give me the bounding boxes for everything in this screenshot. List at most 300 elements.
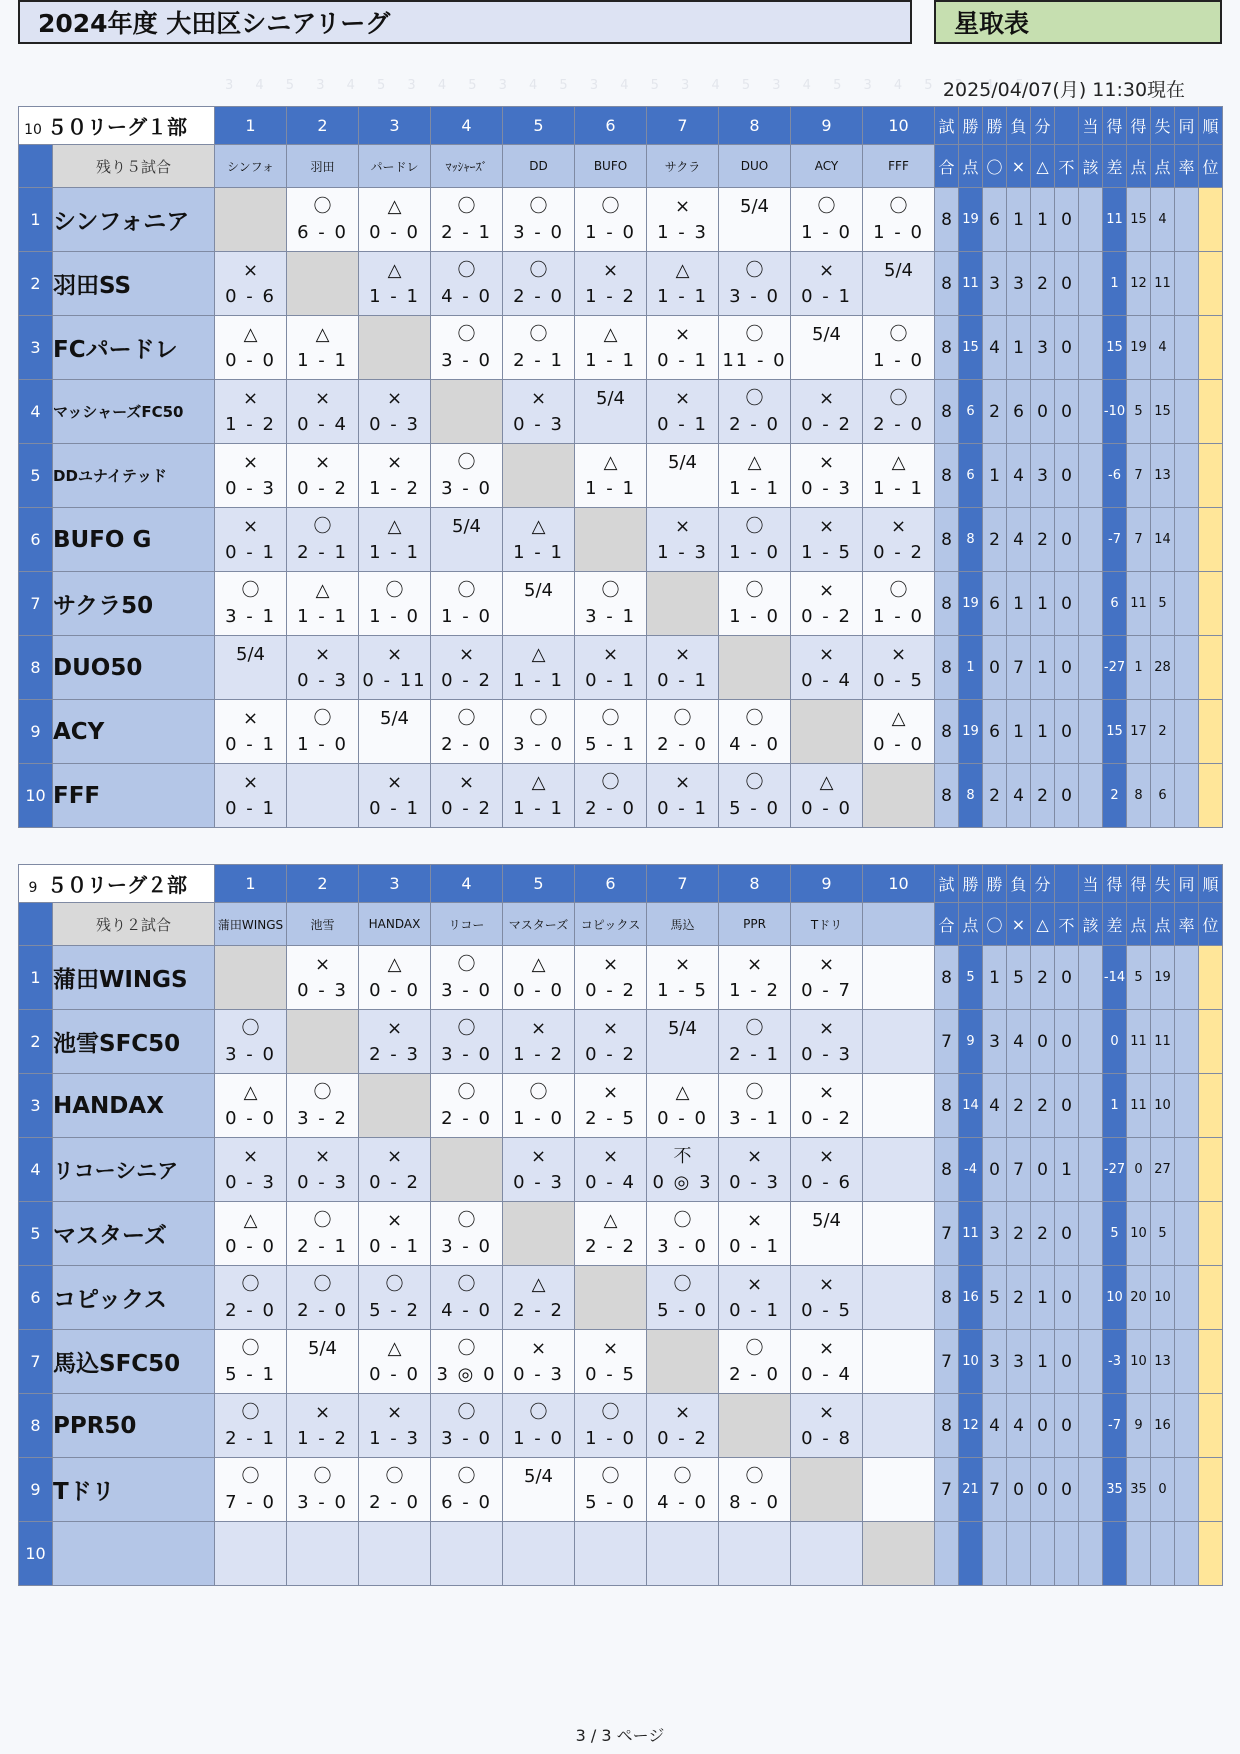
match-result-cell — [215, 380, 287, 444]
stat-value — [1079, 1522, 1103, 1586]
stat-value: 8 — [959, 508, 983, 572]
stat-value: 1 — [1103, 1074, 1127, 1138]
match-result-cell — [575, 1138, 647, 1202]
match-score: 3 ◎ 0 — [436, 1363, 497, 1385]
match-score: 0 - 3 — [513, 1363, 564, 1385]
match-result-cell — [863, 1010, 935, 1074]
stat-value: 10 — [1151, 1074, 1175, 1138]
match-score: 2 - 0 — [297, 1299, 348, 1321]
stat-value — [935, 1522, 959, 1586]
row-number: 1 — [19, 188, 53, 252]
stat-value: 4 — [1007, 444, 1031, 508]
match-score: 1 - 5 — [657, 979, 708, 1001]
match-result-cell — [575, 1202, 647, 1266]
stat-value — [1199, 1138, 1223, 1202]
match-score — [791, 732, 862, 758]
match-score — [647, 1362, 718, 1388]
column-number: 6 — [575, 865, 647, 903]
team-row — [19, 764, 1223, 828]
match-result-cell — [287, 188, 359, 252]
result-mark: × — [674, 643, 691, 665]
stat-value: 4 — [1007, 1010, 1031, 1074]
stat-value — [983, 1522, 1007, 1586]
match-score: 0 - 1 — [225, 733, 276, 755]
stat-value: 0 — [1031, 1394, 1055, 1458]
match-score: 5 - 1 — [585, 733, 636, 755]
stat-header-top: 順 — [1199, 107, 1223, 145]
column-number: 3 — [359, 865, 431, 903]
stat-header-top: 勝 — [983, 865, 1007, 903]
result-mark: 〇 — [745, 259, 764, 281]
match-result-cell — [503, 316, 575, 380]
team-row — [19, 1074, 1223, 1138]
stat-value: 0 — [1031, 380, 1055, 444]
stat-value: 15 — [1103, 700, 1127, 764]
match-result-cell — [791, 1266, 863, 1330]
match-result-cell — [863, 1458, 935, 1522]
match-score — [863, 284, 934, 310]
result-mark: 5/4 — [524, 1465, 553, 1487]
stat-value — [1199, 444, 1223, 508]
match-score: 0 - 0 — [225, 1107, 276, 1129]
stat-value — [1175, 946, 1199, 1010]
team-name: 羽田SS — [53, 252, 215, 316]
match-score: 0 - 11 — [362, 669, 427, 691]
result-mark — [215, 194, 286, 220]
match-score — [215, 668, 286, 694]
stat-value — [1079, 188, 1103, 252]
match-score: 3 - 2 — [297, 1107, 348, 1129]
opponent-short-name: 馬込 — [647, 903, 719, 946]
match-score: 0 - 3 — [297, 669, 348, 691]
match-score: 1 - 5 — [801, 541, 852, 563]
match-result-cell — [647, 380, 719, 444]
stat-value — [1079, 700, 1103, 764]
match-result-cell — [431, 1266, 503, 1330]
match-score: 3 - 1 — [225, 605, 276, 627]
match-result-cell — [431, 444, 503, 508]
match-score — [503, 1554, 574, 1580]
stat-value: 17 — [1127, 700, 1151, 764]
match-score — [647, 1554, 718, 1580]
result-mark: 〇 — [745, 1017, 764, 1039]
match-result-cell — [503, 1138, 575, 1202]
stat-value: 1 — [983, 444, 1007, 508]
match-score: 3 - 0 — [657, 1235, 708, 1257]
result-mark: 〇 — [745, 387, 764, 409]
self-match-cell — [287, 1010, 359, 1074]
stat-value: 5 — [959, 946, 983, 1010]
stat-value: 7 — [1127, 508, 1151, 572]
team-row — [19, 380, 1223, 444]
match-result-cell — [719, 444, 791, 508]
stat-value: 1 — [959, 636, 983, 700]
match-result-cell — [287, 572, 359, 636]
result-mark: × — [818, 1081, 835, 1103]
result-mark: △ — [387, 1337, 402, 1359]
result-mark: 〇 — [385, 1465, 404, 1487]
match-score: 3 - 0 — [441, 1043, 492, 1065]
stat-header-top: 同 — [1175, 865, 1199, 903]
result-mark: 〇 — [601, 579, 620, 601]
stat-value — [1103, 1522, 1127, 1586]
match-result-cell — [863, 1074, 935, 1138]
result-mark — [863, 1208, 934, 1234]
stat-value: 1 — [1031, 572, 1055, 636]
match-result-cell — [215, 1330, 287, 1394]
team-row — [19, 316, 1223, 380]
result-mark — [719, 1400, 790, 1426]
column-number: 9 — [791, 865, 863, 903]
stat-value — [1199, 380, 1223, 444]
stat-header-top: 得 — [1127, 865, 1151, 903]
match-result-cell — [215, 572, 287, 636]
stat-header-bottom: 不 — [1055, 903, 1079, 946]
match-score: 1 - 1 — [513, 797, 564, 819]
result-mark: × — [314, 1145, 331, 1167]
stat-value: -7 — [1103, 1394, 1127, 1458]
result-mark: △ — [531, 515, 546, 537]
result-mark: × — [386, 387, 403, 409]
result-mark: △ — [603, 323, 618, 345]
stat-value — [1079, 1458, 1103, 1522]
match-result-cell — [791, 508, 863, 572]
result-mark — [863, 1336, 934, 1362]
match-score — [503, 1234, 574, 1260]
result-mark: 〇 — [601, 195, 620, 217]
match-score: 2 - 0 — [441, 733, 492, 755]
stat-value: 15 — [1103, 316, 1127, 380]
result-mark — [503, 450, 574, 476]
match-score — [863, 1106, 934, 1132]
stat-value: -27 — [1103, 636, 1127, 700]
stat-value — [1175, 1330, 1199, 1394]
match-score: 0 - 8 — [801, 1427, 852, 1449]
stat-value — [1079, 1330, 1103, 1394]
match-score: 2 - 0 — [729, 413, 780, 435]
result-mark: × — [818, 1401, 835, 1423]
match-score: 4 - 0 — [657, 1491, 708, 1513]
result-mark: × — [746, 1209, 763, 1231]
stat-value: 2 — [1151, 700, 1175, 764]
match-result-cell — [431, 1394, 503, 1458]
stat-value: 0 — [1031, 1138, 1055, 1202]
stat-value: 3 — [1007, 1330, 1031, 1394]
stat-value: 2 — [983, 764, 1007, 828]
league-table-2 — [18, 864, 1222, 1586]
stat-value: 13 — [1151, 1330, 1175, 1394]
match-score: 3 - 0 — [441, 1235, 492, 1257]
stat-value: 28 — [1151, 636, 1175, 700]
stat-value: 3 — [983, 1202, 1007, 1266]
stat-header-top: 勝 — [983, 107, 1007, 145]
stat-header-bottom: △ — [1031, 903, 1055, 946]
match-result-cell — [647, 700, 719, 764]
match-result-cell — [503, 1394, 575, 1458]
match-result-cell — [287, 1074, 359, 1138]
result-mark — [575, 1272, 646, 1298]
match-result-cell — [647, 1202, 719, 1266]
stat-header-top: 当 — [1079, 107, 1103, 145]
row-number: 6 — [19, 508, 53, 572]
result-mark: × — [746, 953, 763, 975]
stat-value: -14 — [1103, 946, 1127, 1010]
self-match-cell — [791, 700, 863, 764]
result-mark: 〇 — [457, 953, 476, 975]
match-score: 0 - 0 — [369, 979, 420, 1001]
stat-value: 3 — [1007, 252, 1031, 316]
row-number: 10 — [19, 1522, 53, 1586]
match-score: 1 - 1 — [369, 541, 420, 563]
league-name — [19, 107, 215, 145]
match-result-cell — [863, 316, 935, 380]
stat-header-top — [1055, 865, 1079, 903]
match-score: 1 - 2 — [369, 477, 420, 499]
match-result-cell — [791, 1394, 863, 1458]
result-mark: 〇 — [457, 323, 476, 345]
match-score: 3 - 1 — [585, 605, 636, 627]
opponent-short-name: BUFO — [575, 145, 647, 188]
stat-header-bottom: 率 — [1175, 145, 1199, 188]
match-score — [287, 1554, 358, 1580]
league-title: ５０リーグ２部 — [47, 873, 187, 897]
stat-value: 8 — [935, 1394, 959, 1458]
result-mark: 〇 — [313, 707, 332, 729]
match-score: 2 - 2 — [585, 1235, 636, 1257]
match-score: 0 - 2 — [801, 1107, 852, 1129]
result-mark: 〇 — [673, 1273, 692, 1295]
stat-header-top: 分 — [1031, 865, 1055, 903]
result-mark: 〇 — [601, 1401, 620, 1423]
match-score: 1 - 0 — [297, 733, 348, 755]
match-score: 0 - 2 — [801, 605, 852, 627]
match-score: 0 - 7 — [801, 979, 852, 1001]
stat-header-bottom: 位 — [1199, 145, 1223, 188]
result-mark: × — [818, 515, 835, 537]
stat-value — [1175, 508, 1199, 572]
match-score: 3 - 0 — [441, 979, 492, 1001]
match-result-cell — [215, 764, 287, 828]
result-mark — [431, 386, 502, 412]
match-result-cell — [719, 1202, 791, 1266]
match-score: 0 ◎ 3 — [652, 1171, 713, 1193]
stat-value: 6 — [983, 572, 1007, 636]
result-mark: × — [674, 1401, 691, 1423]
match-result-cell — [431, 764, 503, 828]
row-number: 9 — [19, 700, 53, 764]
match-score: 1 - 0 — [441, 605, 492, 627]
match-score: 1 - 0 — [729, 541, 780, 563]
stat-value: 12 — [959, 1394, 983, 1458]
result-mark: × — [386, 1145, 403, 1167]
match-result-cell — [215, 508, 287, 572]
match-result-cell — [287, 316, 359, 380]
result-mark: × — [818, 451, 835, 473]
result-mark: 〇 — [457, 1209, 476, 1231]
stat-value: 4 — [1007, 764, 1031, 828]
match-score — [287, 1362, 358, 1388]
stat-value — [1079, 636, 1103, 700]
result-mark: × — [242, 707, 259, 729]
team-name: HANDAX — [53, 1074, 215, 1138]
match-score: 2 - 3 — [369, 1043, 420, 1065]
result-mark: × — [386, 643, 403, 665]
match-score: 0 - 1 — [657, 669, 708, 691]
result-mark: × — [314, 387, 331, 409]
stat-header-bottom: 点 — [959, 903, 983, 946]
match-result-cell — [359, 1010, 431, 1074]
result-mark: × — [386, 1209, 403, 1231]
column-number: 2 — [287, 865, 359, 903]
result-mark: × — [818, 259, 835, 281]
stat-value: 4 — [983, 1394, 1007, 1458]
self-match-cell — [503, 1202, 575, 1266]
stat-value — [1079, 572, 1103, 636]
league-table-1 — [18, 106, 1222, 828]
opponent-short-name: ﾏｯｼｬｰｽﾞ — [431, 145, 503, 188]
self-match-cell — [575, 1266, 647, 1330]
opponent-short-name: リコー — [431, 903, 503, 946]
stat-value: 14 — [1151, 508, 1175, 572]
result-mark: 〇 — [673, 707, 692, 729]
match-score: 1 - 0 — [873, 349, 924, 371]
stat-value — [959, 1522, 983, 1586]
opponent-short-name: 池雪 — [287, 903, 359, 946]
opponent-short-name: Tドリ — [791, 903, 863, 946]
team-row — [19, 636, 1223, 700]
match-score: 3 - 0 — [513, 221, 564, 243]
stat-value: 0 — [1055, 572, 1079, 636]
stat-value — [1175, 1522, 1199, 1586]
stat-value: 1 — [1031, 700, 1055, 764]
result-mark — [503, 1528, 574, 1554]
match-score: 0 - 0 — [225, 1235, 276, 1257]
result-mark: 5/4 — [812, 323, 841, 345]
result-mark: × — [530, 387, 547, 409]
result-mark: × — [386, 451, 403, 473]
match-score: 3 - 0 — [441, 349, 492, 371]
stat-value: 3 — [983, 1330, 1007, 1394]
result-mark: × — [818, 1337, 835, 1359]
match-score — [791, 1490, 862, 1516]
result-mark: × — [818, 1017, 835, 1039]
result-mark — [863, 952, 934, 978]
stat-value: 35 — [1103, 1458, 1127, 1522]
stat-value — [1175, 188, 1199, 252]
stat-value: 8 — [935, 444, 959, 508]
match-result-cell — [791, 636, 863, 700]
row-number: 3 — [19, 316, 53, 380]
result-mark: △ — [387, 195, 402, 217]
team-name: リコーシニア — [53, 1138, 215, 1202]
stat-value: 7 — [983, 1458, 1007, 1522]
match-score — [359, 1554, 430, 1580]
stat-value: 2 — [1031, 1202, 1055, 1266]
team-name: サクラ50 — [53, 572, 215, 636]
match-score: 0 - 2 — [657, 1427, 708, 1449]
stat-header-top: 勝 — [959, 865, 983, 903]
match-score: 3 - 0 — [225, 1043, 276, 1065]
stat-value: 19 — [959, 700, 983, 764]
result-mark: 〇 — [529, 1081, 548, 1103]
match-score: 0 - 3 — [297, 1171, 348, 1193]
stat-value: 11 — [1103, 188, 1127, 252]
match-score: 0 - 1 — [729, 1235, 780, 1257]
result-mark: 〇 — [601, 771, 620, 793]
match-score: 5 - 0 — [657, 1299, 708, 1321]
match-result-cell — [503, 1330, 575, 1394]
match-score: 2 - 0 — [729, 1363, 780, 1385]
match-result-cell — [215, 636, 287, 700]
stat-value — [1079, 508, 1103, 572]
match-result-cell — [431, 316, 503, 380]
match-score — [575, 1298, 646, 1324]
match-score — [719, 220, 790, 246]
stat-value: -7 — [1103, 508, 1127, 572]
result-mark: 〇 — [889, 579, 908, 601]
opponent-short-name: マスターズ — [503, 903, 575, 946]
match-score: 1 - 1 — [657, 285, 708, 307]
match-score: 1 - 1 — [369, 285, 420, 307]
match-result-cell — [359, 252, 431, 316]
stat-value: 2 — [983, 380, 1007, 444]
column-number: 1 — [215, 865, 287, 903]
match-score — [863, 978, 934, 1004]
match-score: 0 - 2 — [801, 413, 852, 435]
result-mark: × — [818, 643, 835, 665]
result-mark: × — [242, 259, 259, 281]
stat-value — [1199, 508, 1223, 572]
match-score: 1 - 0 — [729, 605, 780, 627]
stat-value: 3 — [1031, 444, 1055, 508]
result-mark: 〇 — [745, 771, 764, 793]
match-result-cell — [647, 508, 719, 572]
result-mark — [863, 1080, 934, 1106]
match-score — [359, 1106, 430, 1132]
opponent-short-name: 蒲田WINGS — [215, 903, 287, 946]
self-match-cell — [431, 380, 503, 444]
match-result-cell — [719, 1074, 791, 1138]
match-result-cell — [719, 1138, 791, 1202]
stat-value — [1199, 1522, 1223, 1586]
match-score — [791, 1234, 862, 1260]
match-result-cell — [215, 444, 287, 508]
match-score: 6 - 0 — [297, 221, 348, 243]
match-result-cell — [719, 1330, 791, 1394]
match-result-cell — [791, 764, 863, 828]
result-mark: 〇 — [241, 1465, 260, 1487]
result-mark: △ — [531, 953, 546, 975]
match-score — [863, 1490, 934, 1516]
stat-header-bottom: 合 — [935, 145, 959, 188]
match-result-cell — [575, 1330, 647, 1394]
corner-cell — [19, 903, 53, 946]
match-result-cell — [431, 1522, 503, 1586]
self-match-cell — [359, 1074, 431, 1138]
match-score: 1 - 3 — [657, 541, 708, 563]
team-name: PPR50 — [53, 1394, 215, 1458]
match-result-cell — [719, 700, 791, 764]
match-score: 5 - 1 — [225, 1363, 276, 1385]
team-row — [19, 1202, 1223, 1266]
stat-value: 0 — [1055, 508, 1079, 572]
match-score: 1 - 0 — [873, 221, 924, 243]
result-mark — [647, 578, 718, 604]
match-result-cell — [287, 1266, 359, 1330]
stat-value: 3 — [1031, 316, 1055, 380]
result-mark: 〇 — [673, 1209, 692, 1231]
match-score: 0 - 0 — [873, 733, 924, 755]
